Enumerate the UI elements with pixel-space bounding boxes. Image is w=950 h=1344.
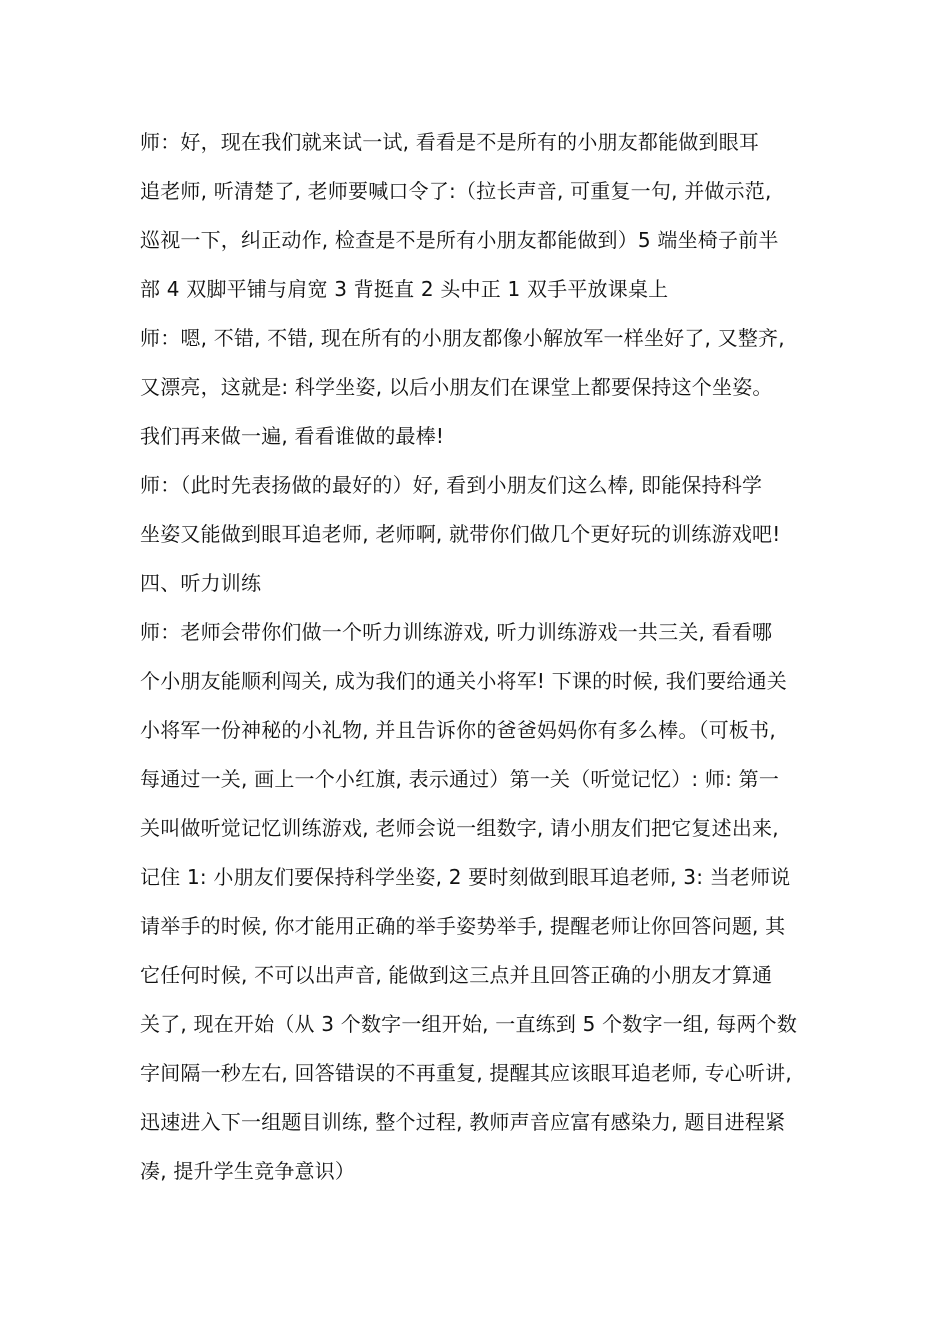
text-line: 追老师, 听清楚了, 老师要喊口令了:（拉长声音, 可重复一句, 并做示范, xyxy=(140,179,772,203)
text-line: 个小朋友能顺利闯关, 成为我们的通关小将军! 下课的时候, 我们要给通关 xyxy=(140,669,788,693)
text-line: 迅速进入下一组题目训练, 整个过程, 教师声音应富有感染力, 题目进程紧 xyxy=(140,1110,786,1134)
text-line: 关了, 现在开始（从 3 个数字一组开始, 一直练到 5 个数字一组, 每两个数 xyxy=(140,1012,798,1036)
text-line: 师：嗯, 不错, 不错, 现在所有的小朋友都像小解放军一样坐好了, 又整齐, xyxy=(140,326,785,350)
document-body xyxy=(140,118,820,1196)
text-line: 记住 1: 小朋友们要保持科学坐姿, 2 要时刻做到眼耳追老师, 3: 当老师说 xyxy=(140,865,791,889)
text-line: 关叫做听觉记忆训练游戏, 老师会说一组数字, 请小朋友们把它复述出来, xyxy=(140,816,779,840)
text-line: 又漂亮，这就是: 科学坐姿, 以后小朋友们在课堂上都要保持这个坐姿。 xyxy=(140,375,773,399)
text-line: 师：老师会带你们做一个听力训练游戏, 听力训练游戏一共三关, 看看哪 xyxy=(140,620,773,644)
text-line: 部 4 双脚平铺与肩宽 3 背挺直 2 头中正 1 双手平放课桌上 xyxy=(140,277,669,301)
text-line: 它任何时候, 不可以出声音, 能做到这三点并且回答正确的小朋友才算通 xyxy=(140,963,773,987)
text-line: 巡视一下，纠正动作, 检查是不是所有小朋友都能做到）5 端坐椅子前半 xyxy=(140,228,779,252)
text-line: 凑, 提升学生竞争意识） xyxy=(140,1159,356,1183)
text-line: 师：（此时先表扬做的最好的）好, 看到小朋友们这么棒, 即能保持科学 xyxy=(140,473,763,497)
text-line: 小将军一份神秘的小礼物, 并且告诉你的爸爸妈妈你有多么棒。（可板书, xyxy=(140,718,776,742)
text-line: 字间隔一秒左右, 回答错误的不再重复, 提醒其应该眼耳追老师, 专心听讲, xyxy=(140,1061,792,1085)
text-line: 师：好，现在我们就来试一试, 看看是不是所有的小朋友都能做到眼耳 xyxy=(140,130,760,154)
text-line: 每通过一关, 画上一个小红旗, 表示通过）第一关（听觉记忆）: 师: 第一 xyxy=(140,767,780,791)
text-line: 我们再来做一遍, 看看谁做的最棒! xyxy=(140,424,445,448)
section-heading: 四、听力训练 xyxy=(140,571,262,595)
text-line: 请举手的时候, 你才能用正确的举手姿势举手, 提醒老师让你回答问题, 其 xyxy=(140,914,786,938)
text-line: 坐姿又能做到眼耳追老师, 老师啊, 就带你们做几个更好玩的训练游戏吧! xyxy=(140,522,781,546)
